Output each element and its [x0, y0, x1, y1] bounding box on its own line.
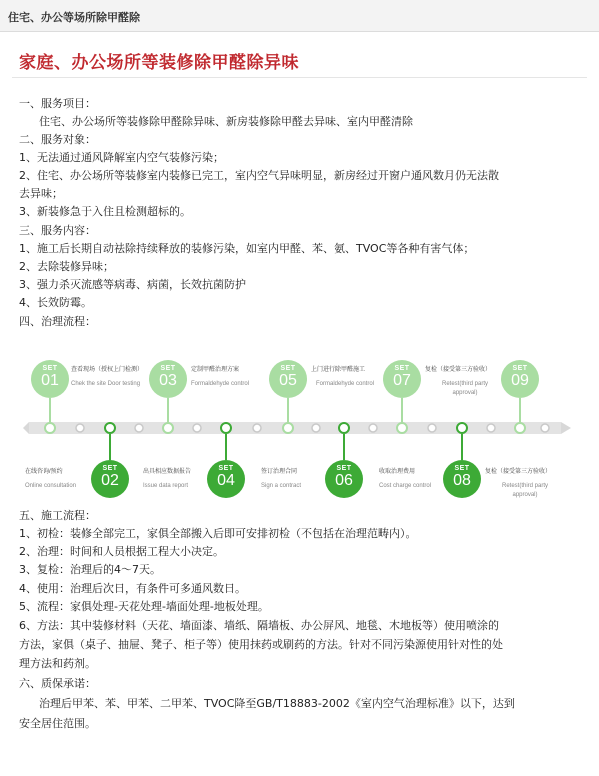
step-sub-02: Online consultation — [25, 483, 77, 489]
timeline-dot — [105, 423, 115, 433]
section-heading-construction: 五、施工流程： — [19, 509, 96, 522]
timeline-dot-minor — [312, 424, 320, 432]
step-title-08: 收取治理费用 — [379, 469, 416, 475]
timeline-dot — [515, 423, 525, 433]
step-badge-04: SET 04 — [207, 460, 245, 498]
top-bar-title: 住宅、办公等场所除甲醛除 — [8, 11, 140, 24]
step-title-07: 复检（接受第三方验收） — [425, 367, 492, 373]
services-text: 住宅、办公场所等装修除甲醛除异味、新房装修除甲醛去异味、室内甲醛清除 — [39, 115, 413, 128]
step-badge-05: SET 05 — [269, 360, 307, 398]
step-title-05: 上门进行除甲醛施工 — [311, 367, 366, 373]
content-item: 1、施工后长期自动祛除持续释放的装修污染，如室内甲醛、苯、氨、TVOC等各种有害气体； — [19, 242, 475, 255]
timeline-dot-minor — [253, 424, 261, 432]
step-badge-07: SET 07 — [383, 360, 421, 398]
content-item: 4、长效防霉。 — [19, 296, 92, 309]
timeline-dot — [45, 423, 55, 433]
content-item: 3、强力杀灭流感等病毒、病菌，长效抗菌防护 — [19, 278, 246, 291]
step-sub-06: Sign a contract — [261, 483, 302, 489]
step-title-02: 在线咨询/预约 — [25, 469, 63, 475]
construction-item-cont: 方法，家俱（桌子、抽屉、凳子、柜子等）使用抹药或刷药的方法。针对不同污染源使用针对性的处 — [19, 638, 503, 651]
timeline-dot-minor — [135, 424, 143, 432]
section-heading-warranty: 六、质保承诺： — [19, 677, 96, 690]
heading-divider — [12, 77, 587, 78]
step-title-01: 查看现场（授权上门检测） — [71, 367, 144, 373]
step-badge-01: SET 01 — [31, 360, 69, 398]
construction-item: 1、初检：装修全部完工，家俱全部搬入后即可安排初检（不包括在治理范畴内）。 — [19, 527, 417, 540]
timeline-dot — [457, 423, 467, 433]
process-flow-diagram — [15, 348, 585, 504]
timeline-dot — [163, 423, 173, 433]
timeline-dot — [397, 423, 407, 433]
step-sub-04: Issue data report — [143, 483, 189, 489]
step-badge-08: SET 08 — [443, 460, 481, 498]
construction-item: 3、复检：治理后的4～7天。 — [19, 563, 161, 576]
section-heading-content: 三、服务内容： — [19, 224, 96, 237]
top-bar — [0, 0, 599, 32]
timeline-dot-minor — [541, 424, 549, 432]
step-title-03: 定制甲醛治理方案 — [191, 367, 240, 373]
step-title-06: 签订治理合同 — [261, 469, 298, 475]
step-sub-05: Formaldehyde control — [315, 381, 375, 387]
section-heading-process: 四、治理流程： — [19, 315, 96, 328]
step-badge-06: SET 06 — [325, 460, 363, 498]
target-item: 3、新装修急于入住且检测超标的。 — [19, 205, 191, 218]
step-badge-09: SET 09 — [501, 360, 539, 398]
section-heading-services: 一、服务项目： — [19, 97, 96, 110]
step-sub-07: Retest(third party approval) — [441, 381, 489, 396]
construction-item: 2、治理：时间和人员根据工程大小决定。 — [19, 545, 224, 558]
content-item: 2、去除装修异味； — [19, 260, 114, 273]
construction-item: 5、流程：家俱处理-天花处理-墙面处理-地板处理。 — [19, 600, 269, 613]
target-item: 1、无法通过通风降解室内空气装修污染； — [19, 151, 224, 164]
target-item: 2、住宅、办公场所等装修室内装修已完工，室内空气异味明显，新房经过开窗户通风数月仍无法散 — [19, 169, 499, 182]
timeline-dot-minor — [428, 424, 436, 432]
step-sub-08: Cost charge control — [379, 483, 432, 489]
construction-item-cont: 理方法和药剂。 — [19, 657, 96, 670]
target-item-cont: 去异味； — [19, 187, 63, 200]
timeline-dot — [283, 423, 293, 433]
article-heading: 家庭、办公场所等装修除甲醛除异味 — [19, 53, 299, 73]
step-sub-03: Formaldehyde control — [191, 381, 250, 387]
timeline-dot — [221, 423, 231, 433]
timeline-dot — [339, 423, 349, 433]
section-heading-targets: 二、服务对象： — [19, 133, 96, 146]
warranty-text-cont: 安全居住范围。 — [19, 717, 96, 730]
timeline-dot-minor — [76, 424, 84, 432]
timeline-dot-minor — [487, 424, 495, 432]
step-title-04: 出具相应数据报告 — [143, 469, 192, 475]
construction-item: 6、方法：其中装修材料（天花、墙面漆、墙纸、隔墙板、办公屏风、地毯、木地板等）使用喷涂的 — [19, 619, 499, 632]
step-sub-09: Retest(third party approval) — [501, 483, 549, 498]
timeline-dot-minor — [369, 424, 377, 432]
step-title-09: 复检（接受第三方验收） — [485, 469, 552, 475]
step-sub-01: Chek the site Door testing — [71, 381, 141, 387]
step-badge-02: SET 02 — [91, 460, 129, 498]
step-badge-03: SET 03 — [149, 360, 187, 398]
construction-item: 4、使用：治理后次日，有条件可多通风数日。 — [19, 582, 246, 595]
timeline-dot-minor — [193, 424, 201, 432]
warranty-text: 治理后甲苯、苯、甲苯、二甲苯、TVOC降至GB/T18883-2002《室内空气治理标准》以下，达到 — [39, 697, 515, 710]
